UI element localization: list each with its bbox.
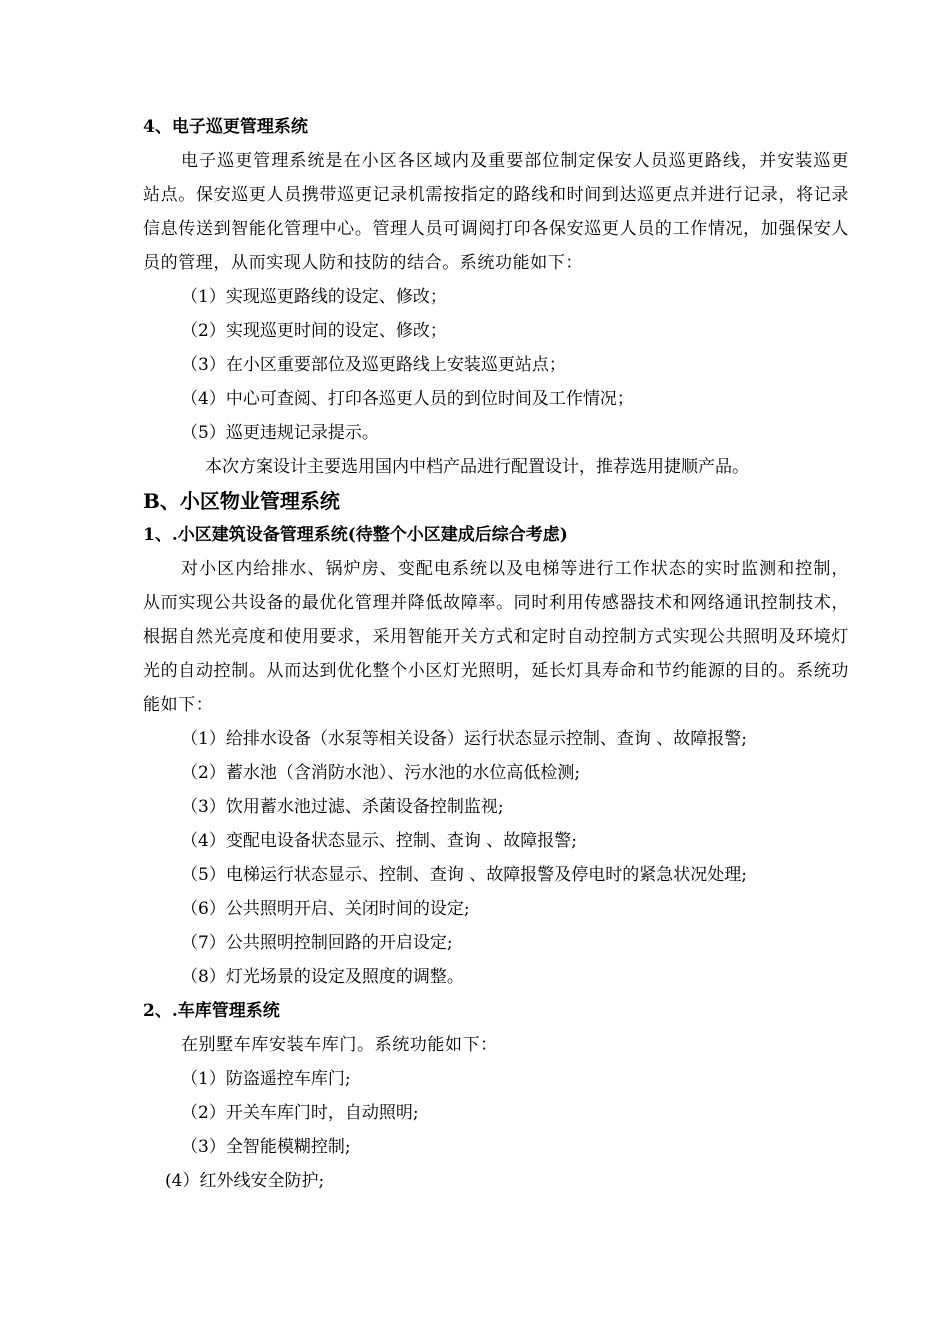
list-item: （3）在小区重要部位及巡更路线上安装巡更站点； bbox=[181, 355, 566, 375]
list-item: （3）全智能模糊控制; bbox=[181, 1137, 351, 1157]
list-item: (4）红外线安全防护; bbox=[165, 1171, 325, 1191]
section-b1-paragraph: 对小区内给排水、锅炉房、变配电系统以及电梯等进行工作状态的实时监测和控制，从而实现公共设备的最优化管理并降低故障率。同时利用传感器技术和网络通讯控制技术，根据自然光亮度和使用要求，采用智能开关方式和定时自动控制方式实现公共照明及环境灯光的自动控制。从而达到优化整个小区灯光照明，延长灯具寿命和节约能源的目的。系统功能如下： bbox=[143, 559, 849, 715]
list-item: （5）巡更违规记录提示。 bbox=[181, 423, 379, 443]
section-b-heading: B、小区物业管理系统 bbox=[143, 489, 340, 513]
list-item: （5）电梯运行状态显示、控制、查询 、故障报警及停电时的紧急状况处理; bbox=[181, 865, 747, 885]
document-body bbox=[143, 110, 849, 1198]
product-note: 本次方案设计主要选用国内中档产品进行配置设计，推荐选用捷顺产品。 bbox=[205, 457, 749, 477]
list-item: （2）蓄水池（含消防水池）、污水池的水位高低检测; bbox=[181, 763, 581, 783]
list-item: （7）公共照明控制回路的开启设定; bbox=[181, 933, 453, 953]
list-item: （1）防盗遥控车库门; bbox=[181, 1069, 351, 1089]
section-b1-heading: 1、.小区建筑设备管理系统(待整个小区建成后综合考虑) bbox=[143, 525, 568, 545]
list-item: （2）开关车库门时，自动照明; bbox=[181, 1103, 419, 1123]
list-item: （4）变配电设备状态显示、控制、查询 、故障报警; bbox=[181, 831, 577, 851]
section-4-heading: 4、电子巡更管理系统 bbox=[143, 117, 308, 137]
section-4-paragraph: 电子巡更管理系统是在小区各区域内及重要部位制定保安人员巡更路线，并安装巡更站点。保安巡更人员携带巡更记录机需按指定的路线和时间到达巡更点并进行记录，将记录信息传送到智能化管理中心。管理人员可调阅打印各保安巡更人员的工作情况，加强保安人员的管理，从而实现人防和技防的结合。系统功能如下： bbox=[143, 151, 849, 273]
list-item: （4）中心可查阅、打印各巡更人员的到位时间及工作情况； bbox=[181, 389, 634, 409]
list-item: （1）实现巡更路线的设定、修改； bbox=[181, 287, 447, 307]
section-b2-paragraph: 在别墅车库安装车库门。系统功能如下： bbox=[181, 1035, 498, 1055]
list-item: （8）灯光场景的设定及照度的调整。 bbox=[181, 967, 464, 987]
list-item: （6）公共照明开启、关闭时间的设定; bbox=[181, 899, 470, 919]
list-item: （2）实现巡更时间的设定、修改； bbox=[181, 321, 447, 341]
list-item: （3）饮用蓄水池过滤、杀菌设备控制监视; bbox=[181, 797, 504, 817]
section-b2-heading: 2、.车库管理系统 bbox=[143, 1001, 280, 1021]
list-item: （1）给排水设备（水泵等相关设备）运行状态显示控制、查询 、故障报警; bbox=[181, 729, 747, 749]
